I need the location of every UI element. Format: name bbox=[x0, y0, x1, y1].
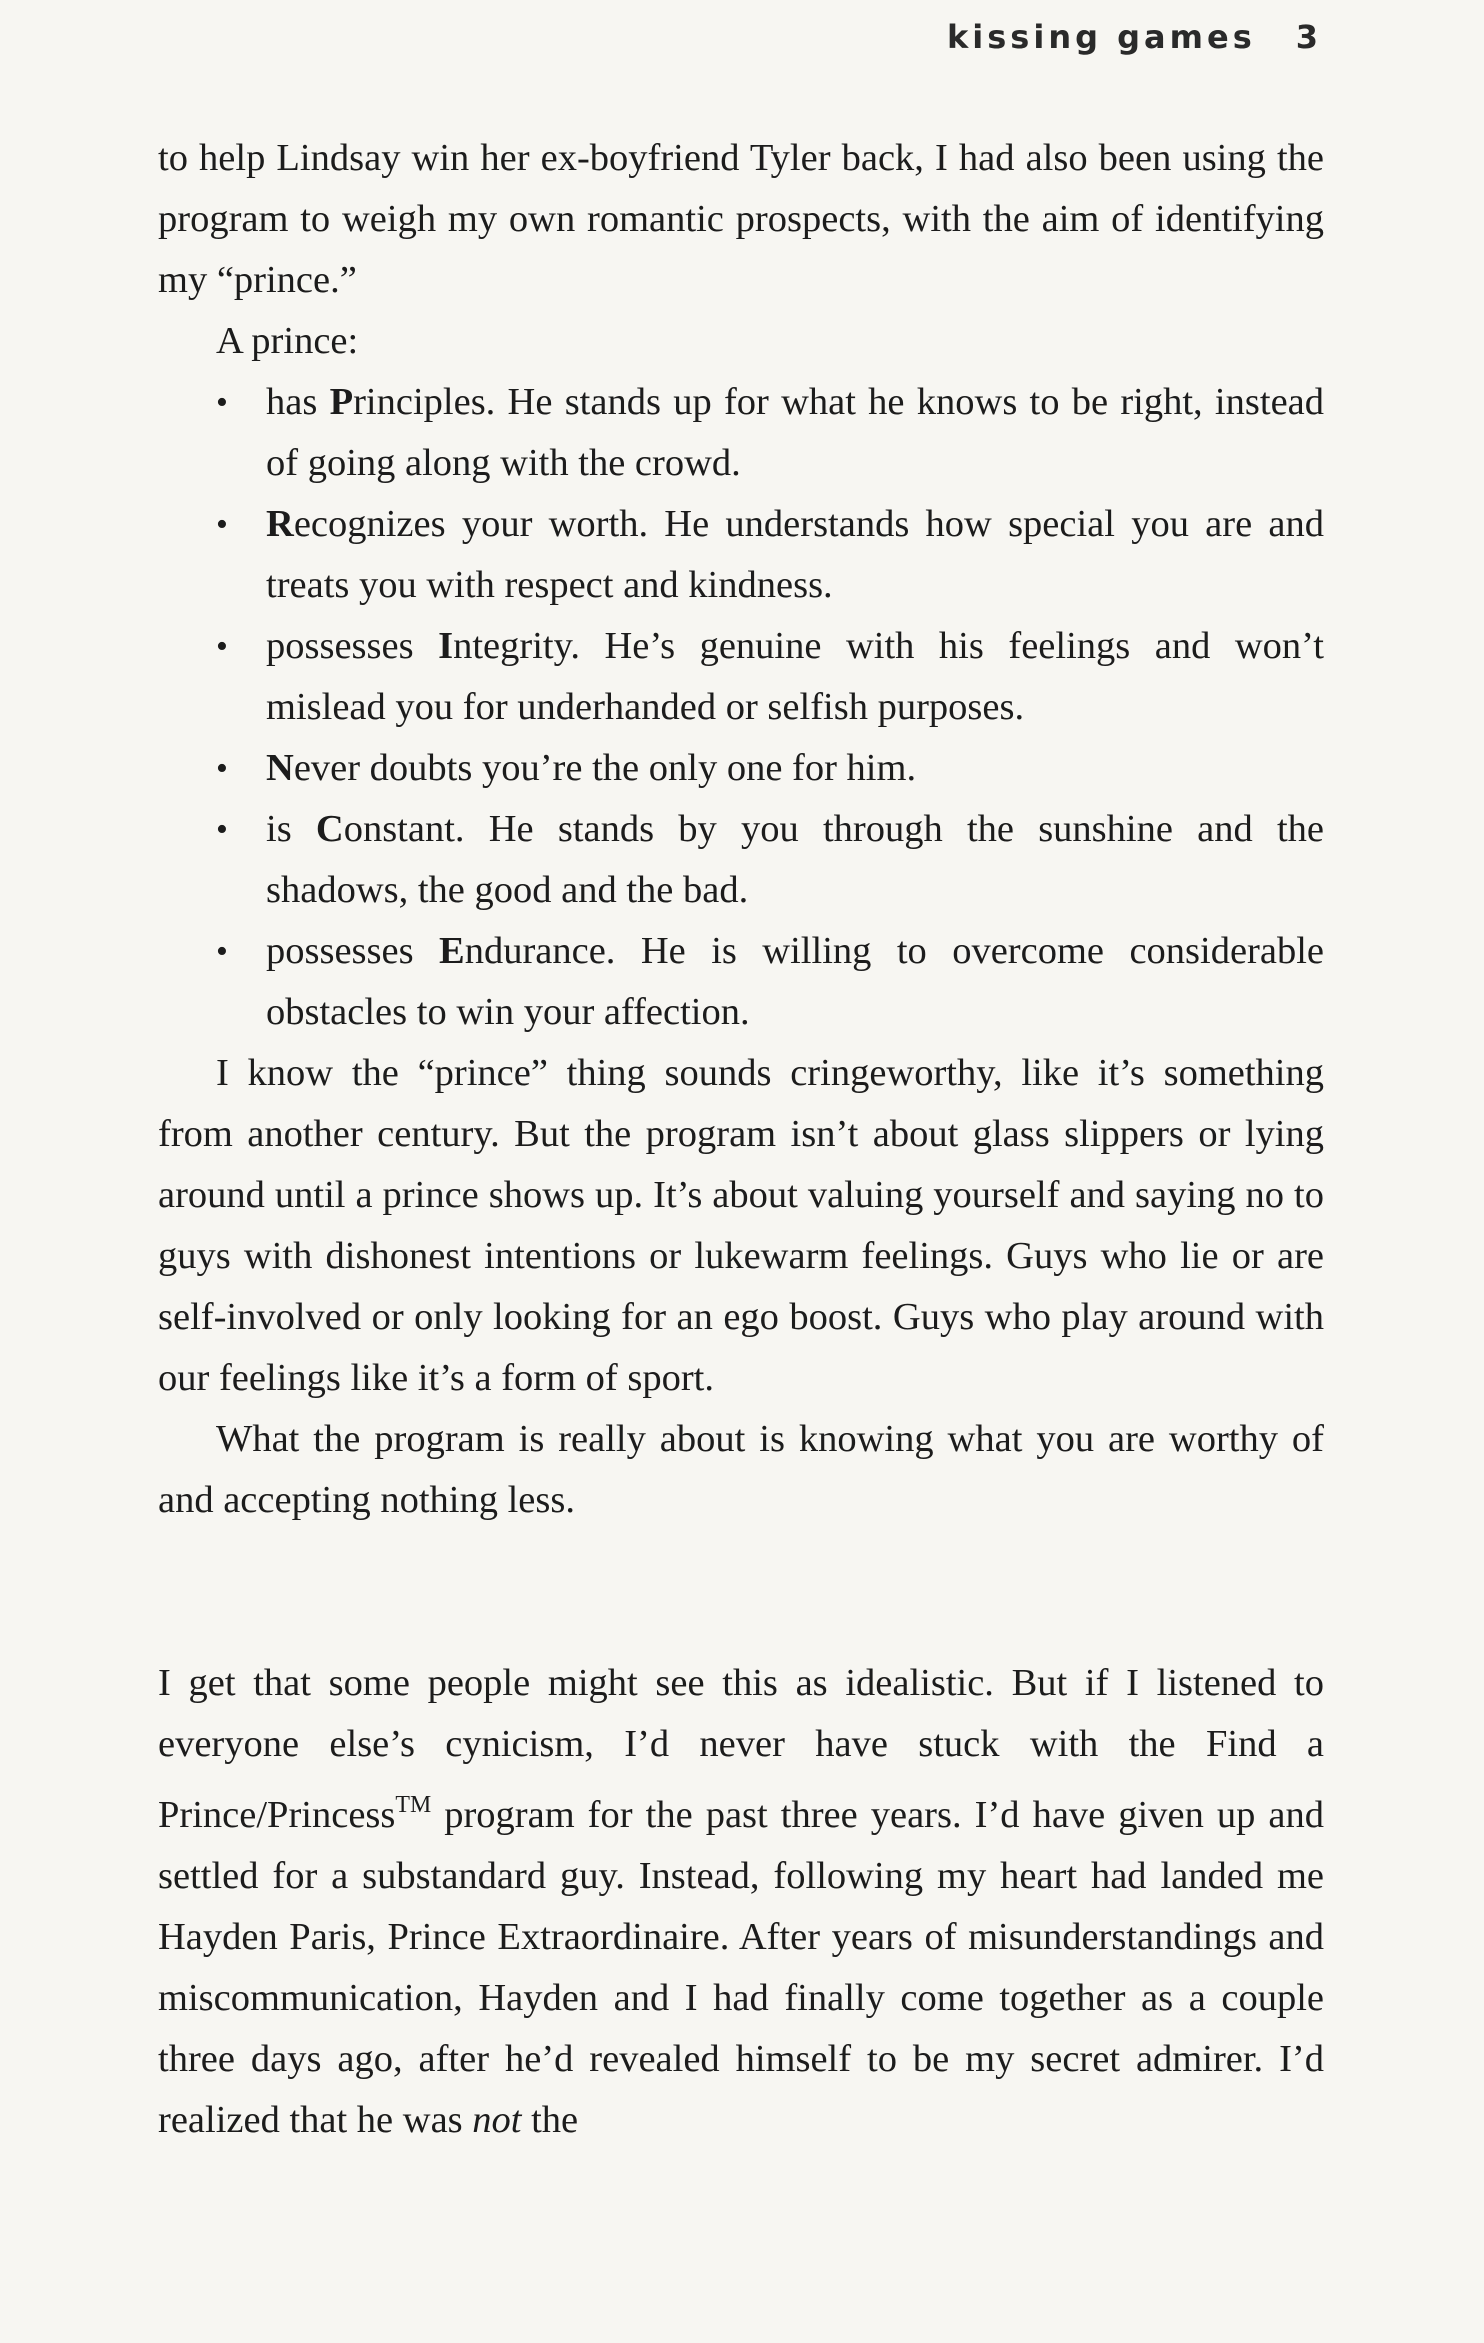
prince-list bbox=[158, 372, 1324, 1043]
bullet-icon: • bbox=[216, 933, 228, 970]
running-head-title: kissing games bbox=[947, 18, 1256, 56]
trademark-symbol: TM bbox=[395, 1792, 432, 1818]
bullet-icon: • bbox=[216, 750, 228, 787]
section-break bbox=[158, 1531, 1324, 1653]
acronym-letter: I bbox=[438, 625, 454, 667]
bullet-icon: • bbox=[216, 506, 228, 543]
list-item: • possesses Endurance. He is willing to overcome considerable obstacles to win your affection. bbox=[158, 921, 1324, 1043]
list-item: • Never doubts you’re the only one for him. bbox=[158, 738, 1324, 799]
acronym-letter: C bbox=[315, 808, 344, 850]
list-item: • Recognizes your worth. He understands how special you are and treats you with respect and kindness. bbox=[158, 494, 1324, 616]
paragraph-continuation: to help Lindsay win her ex-boyfriend Tyler back, I had also been using the program to weigh my own romantic prospects, with the aim of identifying my “prince.” bbox=[158, 137, 1324, 301]
paragraph-section-start: I get that some people might see this as idealistic. But if I listened to everyone else’s cynicism, I’d never have stuck with the Find a Prince/Princess™ program for the past three years. I’d have given up and settled for a substandard guy. Instead, following my heart had landed me Hayden Paris, Prince Extraordinaire. After years of misunderstandings and miscommunication, Hayden and I had finally come together as a couple three days ago, after he’d revealed himself to be my secret admirer. I’d realized that he was not the bbox=[158, 1662, 1324, 2141]
running-head bbox=[947, 18, 1322, 56]
bullet-icon: • bbox=[216, 628, 228, 665]
list-item: • has Principles. He stands up for what he knows to be right, instead of going along with the crowd. bbox=[158, 372, 1324, 494]
bullet-icon: • bbox=[216, 811, 228, 848]
list-item: • possesses Integrity. He’s genuine with his feelings and won’t mislead you for underhanded or selfish purposes. bbox=[158, 616, 1324, 738]
acronym-letter: R bbox=[266, 503, 294, 545]
paragraph: What the program is really about is knowing what you are worthy of and accepting nothing less. bbox=[158, 1418, 1324, 1521]
page-body bbox=[158, 128, 1324, 2151]
paragraph: I know the “prince” thing sounds cringeworthy, like it’s something from another century. But the program isn’t about glass slippers or lying around until a prince shows up. It’s about valuing yourself and saying no to guys with dishonest intentions or lukewarm feelings. Guys who lie or are self-involved or only looking for an ego boost. Guys who play around with our feelings like it’s a form of sport. bbox=[158, 1052, 1324, 1399]
list-item: • is Constant. He stands by you through the sunshine and the shadows, the good and the bad. bbox=[158, 799, 1324, 921]
page-number: 3 bbox=[1295, 18, 1322, 56]
list-intro: A prince: bbox=[216, 320, 359, 362]
acronym-letter: N bbox=[266, 747, 294, 789]
acronym-letter: P bbox=[329, 381, 354, 423]
acronym-letter: E bbox=[439, 930, 465, 972]
emphasis: not bbox=[472, 2098, 522, 2141]
bullet-icon: • bbox=[216, 384, 228, 421]
